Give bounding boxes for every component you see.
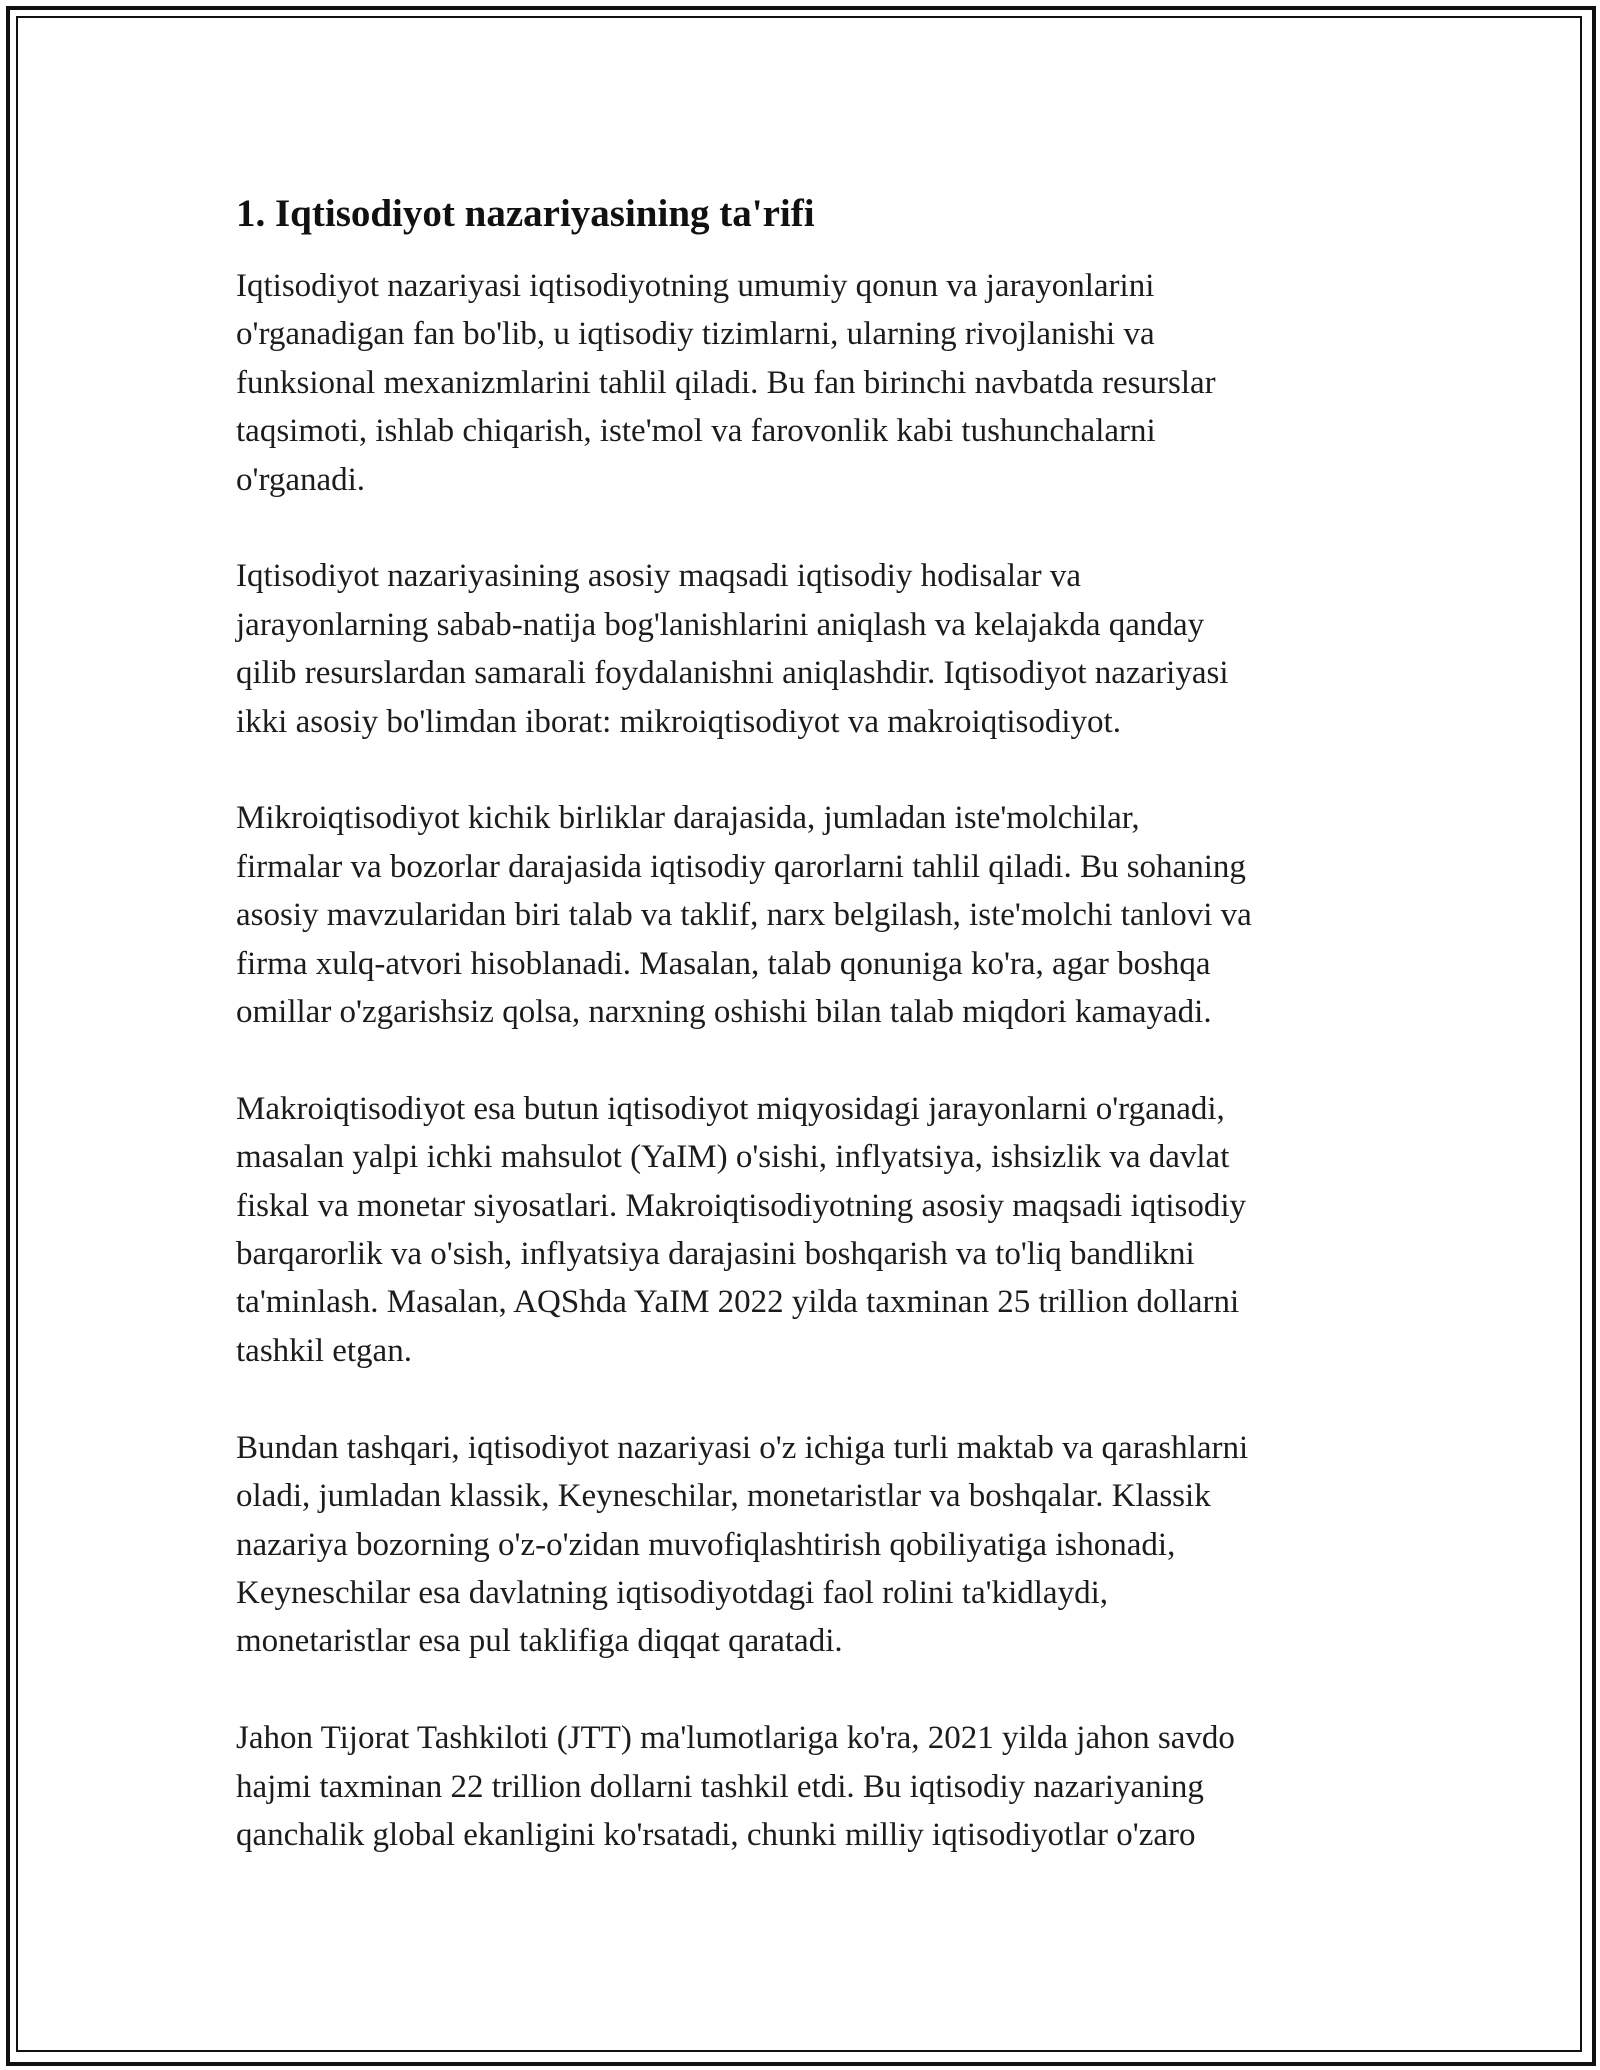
text-line: ikki asosiy bo'limdan iborat: mikroiqtisodiyot va makroiqtisodiyot. xyxy=(236,703,1121,740)
text-line: qanchalik global ekanligini ko'rsatadi, chunki milliy iqtisodiyotlar o'zaro xyxy=(236,1816,1196,1853)
text-line: o'rganadigan fan bo'lib, u iqtisodiy tizimlarni, ularning rivojlanishi va xyxy=(236,316,1155,353)
paragraph-schools-of-thought xyxy=(236,1424,1376,1666)
text-line: masalan yalpi ichki mahsulot (YaIM) o'sishi, inflyatsiya, ishsizlik va davlat xyxy=(236,1139,1230,1176)
text-line: firmalar va bozorlar darajasida iqtisodiy qarorlarni tahlil qiladi. Bu sohaning xyxy=(236,848,1246,885)
text-line: omillar o'zgarishsiz qolsa, narxning oshishi bilan talab miqdori kamayadi. xyxy=(236,994,1212,1031)
paragraph-definition xyxy=(236,262,1376,504)
paragraph-world-trade xyxy=(236,1714,1376,1859)
text-line: hajmi taxminan 22 trillion dollarni tashkil etdi. Bu iqtisodiy nazariyaning xyxy=(236,1768,1204,1805)
text-line: monetaristlar esa pul taklifiga diqqat qaratadi. xyxy=(236,1623,843,1660)
text-line: jarayonlarning sabab-natija bog'lanishlarini aniqlash va kelajakda qanday xyxy=(236,606,1205,643)
text-line: firma xulq-atvori hisoblanadi. Masalan, talab qonuniga ko'ra, agar boshqa xyxy=(236,945,1211,982)
text-line: Makroiqtisodiyot esa butun iqtisodiyot miqyosidagi jarayonlarni o'rganadi, xyxy=(236,1090,1225,1127)
text-line: qilib resurslardan samarali foydalanishni aniqlashdir. Iqtisodiyot nazariyasi xyxy=(236,655,1229,692)
text-line: funksional mexanizmlarini tahlil qiladi. Bu fan birinchi navbatda resurslar xyxy=(236,364,1216,401)
text-line: asosiy mavzularidan biri talab va taklif, narx belgilash, iste'molchi tanlovi va xyxy=(236,897,1252,934)
text-line: taqsimoti, ishlab chiqarish, iste'mol va farovonlik kabi tushunchalarni xyxy=(236,413,1156,450)
document-body xyxy=(236,188,1376,1908)
text-line: Bundan tashqari, iqtisodiyot nazariyasi o'z ichiga turli maktab va qarashlarni xyxy=(236,1429,1249,1466)
text-line: nazariya bozorning o'z-o'zidan muvofiqlashtirish qobiliyatiga ishonadi, xyxy=(236,1526,1176,1563)
text-line: tashkil etgan. xyxy=(236,1332,412,1369)
paragraph-main-goal xyxy=(236,552,1376,746)
page-title: 1. Iqtisodiyot nazariyasining ta'rifi xyxy=(236,192,815,235)
text-line: Jahon Tijorat Tashkiloti (JTT) ma'lumotlariga ko'ra, 2021 yilda jahon savdo xyxy=(236,1720,1235,1757)
paragraph-microeconomics xyxy=(236,794,1376,1036)
text-line: o'rganadi. xyxy=(236,461,366,498)
text-line: Iqtisodiyot nazariyasining asosiy maqsadi iqtisodiy hodisalar va xyxy=(236,558,1082,595)
text-line: Iqtisodiyot nazariyasi iqtisodiyotning umumiy qonun va jarayonlarini xyxy=(236,268,1155,304)
text-line: Mikroiqtisodiyot kichik birliklar darajasida, jumladan iste'molchilar, xyxy=(236,800,1140,837)
text-line: oladi, jumladan klassik, Keyneschilar, monetaristlar va boshqalar. Klassik xyxy=(236,1478,1211,1515)
text-line: barqarorlik va o'sish, inflyatsiya darajasini boshqarish va to'liq bandlikni xyxy=(236,1236,1195,1273)
text-line: Keyneschilar esa davlatning iqtisodiyotdagi faol rolini ta'kidlaydi, xyxy=(236,1574,1108,1611)
text-line: fiskal va monetar siyosatlari. Makroiqtisodiyotning asosiy maqsadi iqtisodiy xyxy=(236,1187,1247,1224)
paragraph-macroeconomics xyxy=(236,1085,1376,1375)
text-line: ta'minlash. Masalan, AQShda YaIM 2022 yilda taxminan 25 trillion dollarni xyxy=(236,1284,1240,1321)
